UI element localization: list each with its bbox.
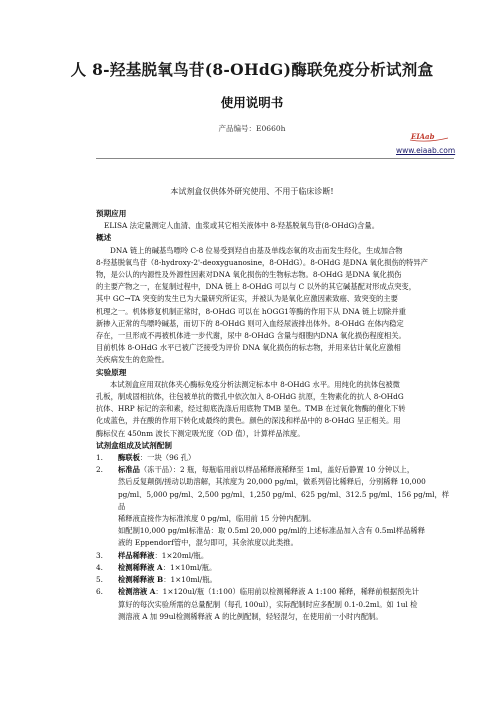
overview-line: 存在，一旦形成不再被机体进一步代谢，尿中 8-OHdG 含量与细胞内DNA 氧化损伤程度相关。 (96, 331, 406, 341)
kit-item-number: 3. (96, 550, 103, 560)
intended-use-text: ELISA 法定量测定人血清、血浆或其它相关液体中 8-羟基脱氧鸟苷(8-OHdG)含量。 (104, 221, 380, 231)
kit-item-text: ：1×10ml/瓶。 (163, 575, 217, 585)
overview-line: 8-羟基脱氧鸟苷（8-hydroxy-2'-deoxyguanosine，8-OHdG）。8-OHdG 是DNA 氧化损伤的特异产 (96, 257, 428, 267)
section-heading-kit: 试剂盒组成及试剂配制 (96, 440, 172, 450)
kit-item-text: ：1×120ul/瓶（1:100）临用前以检测稀释液 A 1:100 稀释，稀释前根据预先计 (155, 587, 419, 597)
kit-item-line (96, 586, 456, 598)
kit-item-name: 样品稀释液 (118, 550, 155, 560)
header-divider (96, 158, 454, 159)
principle-line: 抗体、HRP 标记的亲和素，经过彻底洗涤后用底物 TMB 显色。TMB 在过氧化物酶的催化下转 (96, 404, 406, 414)
usage-notice: 本试剂盒仅供体外研究使用、不用于临床诊断! (170, 187, 334, 196)
kit-item-text: pg/ml、5,000 pg/ml、2,500 pg/ml、1,250 pg/ml、625 pg/ml、312.5 pg/ml、156 pg/ml，样品 (118, 489, 450, 511)
kit-item-text: 然后反复颠倒/搓动以助溶解，其浓度为 20,000 pg/ml，做系列倍比稀释后，分别稀释 10,000 (118, 477, 426, 487)
kit-item-number: 2. (96, 465, 103, 475)
kit-item-text: 测溶液 A 加 99ul检测稀释液 A 的比例配制，轻轻混匀，在使用前一小时内配制。 (118, 611, 383, 621)
kit-item-number: 1. (96, 453, 103, 463)
kit-item-name: 检测稀释液 B (118, 575, 164, 585)
kit-item-line (96, 574, 456, 586)
principle-line: 本试剂盒应用双抗体夹心酶标免疫分析法测定标本中 8-OHdG 水平。用纯化的抗体包被微 (110, 379, 400, 389)
section-heading-overview: 概述 (96, 233, 112, 243)
kit-item-line (96, 476, 456, 488)
section-heading-principle: 实验原理 (96, 367, 127, 377)
kit-item-text: 稀释液直接作为标准浓度 0 pg/ml，临用前 15 分钟内配制。 (118, 514, 316, 524)
principle-text (96, 379, 456, 440)
eiaab-logo (408, 132, 450, 142)
kit-item-text: 算好的每次实验所需的总量配制（每孔 100ul），实际配制时应多配制 0.1-0.2ml。如 1ul 检 (118, 599, 418, 609)
overview-line: DNA 链上的碱基鸟嘌呤 C-8 位易受到羟自由基及单线态氧的攻击而发生羟化，生成加合物 (110, 245, 403, 255)
kit-item-name: 酶联板 (118, 453, 140, 463)
kit-component-list (96, 452, 456, 623)
kit-item-line (96, 513, 456, 525)
kit-item-number: 5. (96, 575, 103, 585)
kit-item-line (96, 464, 456, 476)
kit-item-text: ：1×10ml/瓶。 (162, 562, 217, 572)
principle-line: 酶标仪在 450nm 波长下测定吸光度（OD 值），计算样品浓度。 (96, 428, 305, 438)
kit-item-line (96, 489, 456, 513)
kit-item-line (96, 525, 456, 537)
principle-line: 化成蓝色，并在酸的作用下转化成最终的黄色。颜色的深浅和样品中的 8-OHdG 呈正相关。用 (96, 416, 401, 426)
kit-item-number: 6. (96, 587, 103, 597)
kit-item-name: 检测稀释液 A (118, 562, 163, 572)
kit-item-number (96, 599, 118, 611)
website-link[interactable]: www.eiaab.com (396, 146, 456, 155)
overview-line: 物，是公认的内源性及外源性因素对DNA 氧化损伤的生物标志物。8-OHdG 是DNA 氧化损伤 (96, 270, 402, 280)
document-subtitle: 使用说明书 (220, 95, 284, 110)
kit-item-line (96, 537, 456, 549)
kit-item-number: 4. (96, 562, 103, 572)
logo-text: EIAab (411, 132, 435, 141)
overview-line: 目前机体 8-OHdG 水平已被广泛接受为评价 DNA 氧化损伤的标志物，并用来估计氧化应激相 (96, 343, 401, 353)
kit-item-text: 如配制10,000 pg/ml标准品：取 0.5ml 20,000 pg/ml的上述标准品加入含有 0.5ml样品稀释 (118, 526, 426, 536)
kit-item-line (96, 611, 456, 623)
document-title: 人 8-羟基脱氧鸟苷(8-OHdG)酶联免疫分析试剂盒 (70, 60, 434, 79)
overview-line: 关疾病发生的危险性。 (96, 355, 169, 365)
document-body (96, 208, 456, 623)
kit-item-number (96, 611, 118, 623)
principle-line: 孔板，制成固相抗体，往包被单抗的微孔中依次加入 8-OHdG 抗原，生物素化的抗人 8-OHdG (96, 392, 404, 402)
kit-item-text: （冻干品）：2 瓶，每瓶临用前以样品稀释液稀释至 1ml，盖好后静置 10 分钟以上， (139, 465, 415, 475)
kit-item-line (96, 550, 456, 562)
kit-item-text: ：一块（96 孔） (139, 453, 196, 463)
product-number: 产品编号：E0660h (218, 124, 286, 133)
kit-item-line (96, 562, 456, 574)
overview-line: 的主要产物之一，在复制过程中，DNA 链上 8-OHdG 可以与 C 以外的其它碱基配对形成点突变， (96, 282, 417, 292)
kit-item-line (96, 452, 456, 464)
kit-item-number (96, 513, 118, 525)
section-heading-intended-use: 预期应用 (96, 209, 127, 218)
kit-item-number (96, 489, 118, 513)
kit-item-text: ：1×20ml/瓶。 (154, 550, 209, 560)
kit-item-number (96, 537, 118, 549)
kit-item-line (96, 599, 456, 611)
kit-item-text: 液的 Eppendorf管中，混匀即可，其余浓度以此类推。 (118, 538, 298, 548)
overview-line: 机理之一。机体修复机制正常时，8-OHdG 可以在 hOGG1等酶的作用下从 DNA 链上切除并重 (96, 306, 406, 316)
kit-item-name: 检测溶液 A (118, 587, 156, 597)
kit-item-number (96, 525, 118, 537)
kit-item-name: 标准品 (118, 465, 140, 475)
overview-line: 其中 GC→TA 突变的发生已为大量研究所证实，并被认为是氧化应激因素致癌、致突变的主要 (96, 294, 398, 304)
kit-item-number (96, 476, 118, 488)
overview-text (96, 245, 456, 367)
overview-line: 新掺入正常的鸟嘌呤碱基，而切下的 8-OHdG 则可入血经尿液排出体外。8-OHdG 在体内稳定 (96, 318, 404, 328)
